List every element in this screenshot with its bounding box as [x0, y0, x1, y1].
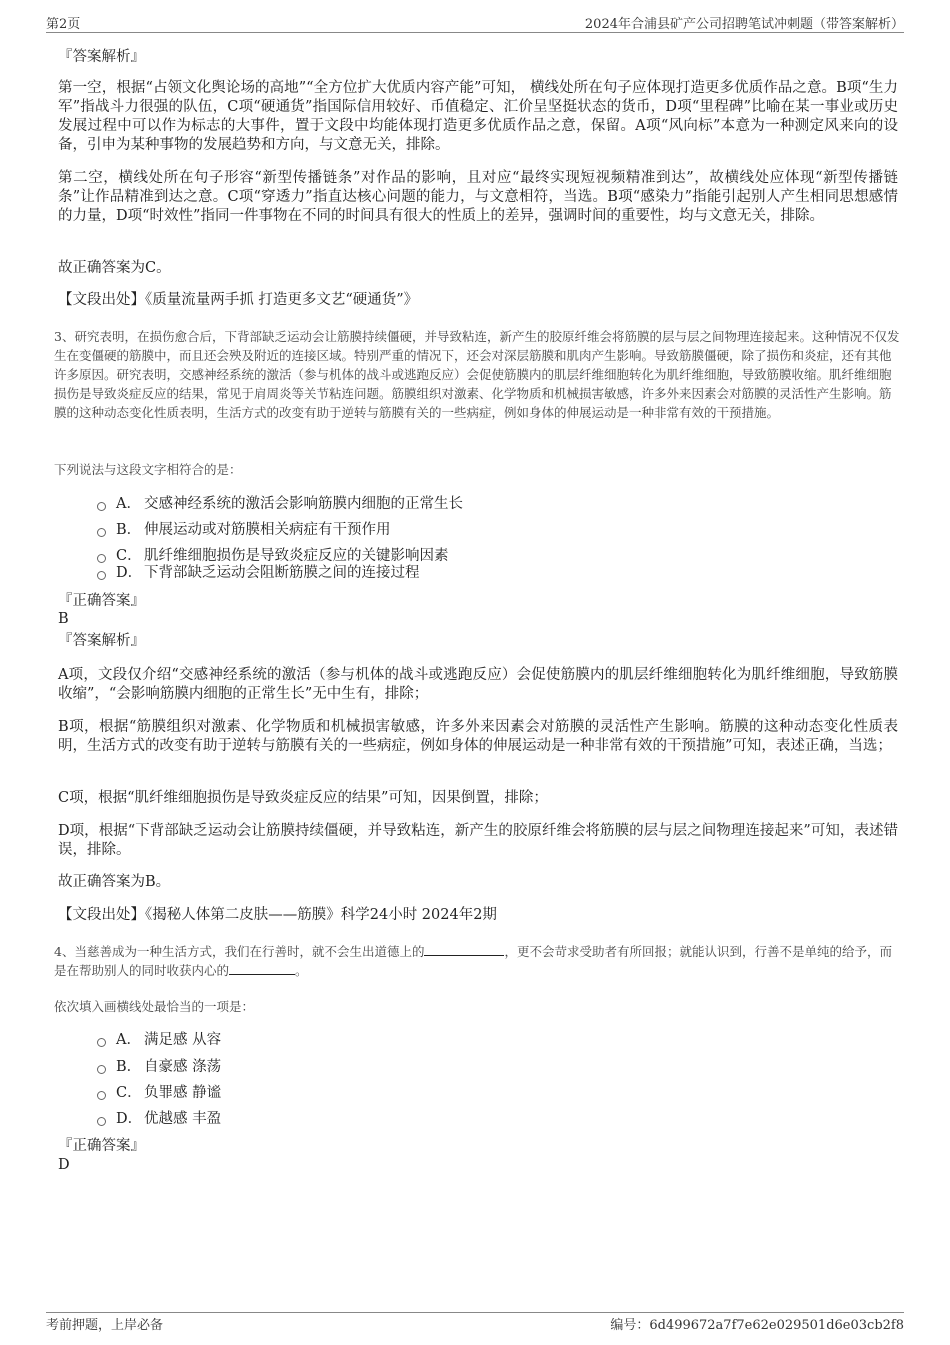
- answer-label: 『正确答案』: [58, 1138, 145, 1154]
- option-text: 交感神经系统的激活会影响筋膜内细胞的正常生长: [144, 496, 463, 512]
- document-title: 2024年合浦县矿产公司招聘笔试冲刺题（带答案解析）: [584, 16, 904, 32]
- analysis-text: B项，根据“筋膜组织对激素、化学物质和机械损害敏感，许多外来因素会对筋膜的灵活性产生影响。筋膜的这种动态变化性质表明，生活方式的改变有助于逆转与筋膜有关的一些病症，例如身体的伸展运动是一种非常有效的干预措施”可知，表述正确，当选；: [58, 719, 898, 754]
- option-text: 下背部缺乏运动会阻断筋膜之间的连接过程: [144, 565, 420, 581]
- option-text: 优越感 丰盈: [144, 1111, 222, 1127]
- radio-icon[interactable]: [97, 1117, 106, 1126]
- analysis-conclusion: 故正确答案为C。: [58, 260, 171, 276]
- radio-icon[interactable]: [97, 571, 106, 580]
- analysis-paragraph: [58, 718, 898, 756]
- option-d[interactable]: D． 优越感 丰盈: [97, 1110, 221, 1129]
- question-prompt: 下列说法与这段文字相符合的是：: [54, 462, 242, 477]
- blank-line: [424, 943, 504, 956]
- analysis-paragraph: [58, 789, 898, 808]
- document-id: 编号：6d499672a7f7e62e029501d6e03cb2f8: [610, 1317, 904, 1333]
- option-c[interactable]: C． 肌纤维细胞损伤是导致炎症反应的关键影响因素: [97, 547, 449, 566]
- analysis-text: A项，文段仅介绍“交感神经系统的激活（参与机体的战斗或逃跑反应）会促使筋膜内的肌层纤维细胞转化为肌纤维细胞，导致筋膜收缩”，“会影响筋膜内细胞的正常生长”无中生有，排除；: [58, 667, 898, 702]
- page-header: [46, 12, 904, 33]
- answer-value: B: [58, 611, 69, 627]
- option-text: 肌纤维细胞损伤是导致炎症反应的关键影响因素: [144, 548, 449, 564]
- radio-icon[interactable]: [97, 528, 106, 537]
- radio-icon[interactable]: [97, 502, 106, 511]
- question-stem: 3、研究表明，在损伤愈合后，下背部缺乏运动会让筋膜持续僵硬，并导致粘连，新产生的胶原纤维会将筋膜的层与层之间物理连接起来。这种情况不仅发生在变僵硬的筋膜中，而且还会殃及附近的连接区域。特别严重的情况下，还会对深层筋膜和肌肉产生影响。导致筋膜僵硬，除了损伤和炎症，还有其他许多原因。研究表明，交感神经系统的激活（参与机体的战斗或逃跑反应）会促使筋膜内的肌层纤维细胞转化为肌纤维细胞，导致筋膜收缩。肌纤维细胞损伤是导致炎症反应的结果，常见于肩周炎等关节粘连问题。筋膜组织对激素、化学物质和机械损害敏感，许多外来因素会对筋膜的灵活性产生影响。筋膜的这种动态变化性质表明，生活方式的改变有助于逆转与筋膜有关的一些病症，例如身体的伸展运动是一种非常有效的干预措施。: [54, 329, 900, 420]
- analysis-text: C项，根据“肌纤维细胞损伤是导致炎症反应的结果”可知，因果倒置，排除；: [58, 790, 548, 806]
- option-text: 自豪感 涤荡: [144, 1059, 222, 1075]
- radio-icon[interactable]: [97, 1091, 106, 1100]
- analysis-label: 『答案解析』: [58, 49, 145, 65]
- source-citation: 【文段出处】《质量流量两手抓 打造更多文艺“硬通货”》: [58, 292, 419, 308]
- footer-slogan: 考前押题，上岸必备: [46, 1317, 164, 1333]
- source-citation: 【文段出处】《揭秘人体第二皮肤——筋膜》科学24小时 2024年2期: [58, 907, 497, 923]
- option-c[interactable]: C． 负罪感 静谧: [97, 1084, 221, 1103]
- answer-label: 『正确答案』: [58, 593, 145, 609]
- option-b[interactable]: B． 自豪感 涤荡: [97, 1058, 221, 1077]
- option-b[interactable]: B． 伸展运动或对筋膜相关病症有干预作用: [97, 521, 391, 540]
- radio-icon[interactable]: [97, 1038, 106, 1047]
- option-a[interactable]: A． 交感神经系统的激活会影响筋膜内细胞的正常生长: [97, 495, 463, 514]
- blank-line: [229, 962, 295, 975]
- option-a[interactable]: A． 满足感 从容: [97, 1031, 221, 1050]
- analysis-paragraph: [58, 822, 898, 860]
- option-text: 伸展运动或对筋膜相关病症有干预作用: [144, 522, 391, 538]
- option-text: 负罪感 静谧: [144, 1085, 222, 1101]
- analysis-paragraph: [58, 79, 898, 155]
- question-stem: 4、当慈善成为一种生活方式，我们在行善时，就不会生出道德上的 ，更不会苛求受助者有所回报；就能认识到，行善不是单纯的给予，而是在帮助别人的同时收获内心的 。: [54, 944, 892, 978]
- option-text: 满足感 从容: [144, 1032, 222, 1048]
- radio-icon[interactable]: [97, 554, 106, 563]
- analysis-text: 第一空，根据“占领文化舆论场的高地”“全方位扩大优质内容产能”可知， 横线处所在句子应体现打造更多优质作品之意。B项“生力军”指战斗力很强的队伍，C项“硬通货”指国际信用较好、币值稳定、汇价呈坚挺状态的货币，D项“里程碑”比喻在某一事业或历史发展过程中可以作为标志的大事件，置于文段中均能体现打造更多优质作品之意，保留。A项“风向标”本意为一种测定风来向的设备，引申为某种事物的发展趋势和方向，与文意无关，排除。: [58, 80, 898, 153]
- analysis-paragraph: [58, 666, 898, 704]
- option-d[interactable]: D． 下背部缺乏运动会阻断筋膜之间的连接过程: [97, 564, 420, 583]
- analysis-text: 第二空，横线处所在句子形容“新型传播链条”对作品的影响，且对应“最终实现短视频精准到达”，故横线处应体现“新型传播链条”让作品精准到达之意。C项“穿透力”指直达核心问题的能力，与文意相符，当选。B项“感染力”指能引起别人产生相同思想感情的力量，D项“时效性”指同一件事物在不同的时间具有很大的性质上的差异，强调时间的重要性，均与文意无关，排除。: [58, 170, 898, 224]
- page-footer: [46, 1312, 904, 1333]
- radio-icon[interactable]: [97, 1065, 106, 1074]
- question-prompt: 依次填入画横线处最恰当的一项是：: [54, 999, 255, 1014]
- analysis-text: D项，根据“下背部缺乏运动会让筋膜持续僵硬，并导致粘连，新产生的胶原纤维会将筋膜的层与层之间物理连接起来”可知，表述错误，排除。: [58, 823, 898, 858]
- analysis-label: 『答案解析』: [58, 633, 145, 649]
- analysis-paragraph: [58, 169, 898, 226]
- page-number: 第2页: [46, 16, 81, 32]
- analysis-conclusion: 故正确答案为B。: [58, 874, 171, 890]
- answer-value: D: [58, 1157, 70, 1173]
